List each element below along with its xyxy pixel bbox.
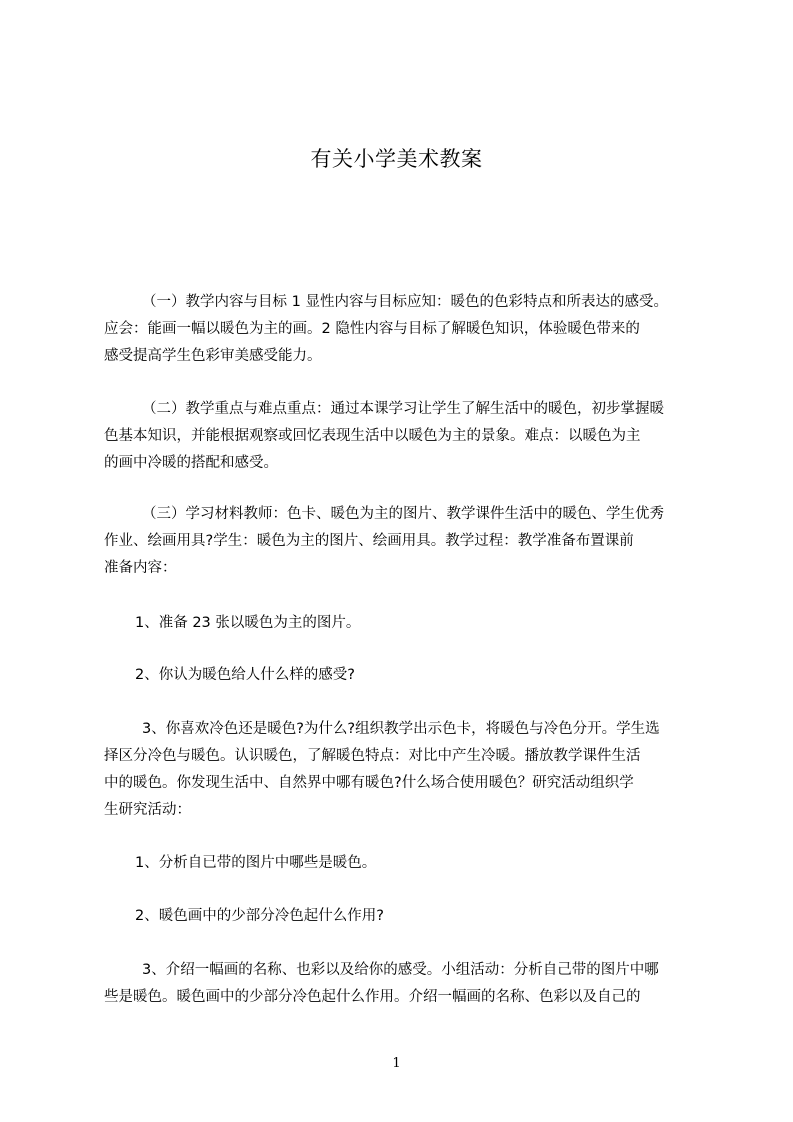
list-item: 1、准备 23 张以暖色为主的图片。 xyxy=(135,615,361,631)
text-line: 应会：能画一幅以暖色为主的画。2 隐性内容与目标了解暖色知识，体验暖色带来的 xyxy=(104,321,640,337)
text-line: （二）教学重点与难点重点：通过本课学习让学生了解生活中的暖色，初步掌握暖 xyxy=(142,401,664,417)
text-line: 些是暖色。暖色画中的少部分冷色起什么作用。介绍一幅画的名称、色彩以及自己的 xyxy=(104,989,641,1005)
paragraph-activity xyxy=(104,716,702,824)
paragraph-materials xyxy=(104,501,702,582)
text-line: 中的暖色。你发现生活中、自然界中哪有暖色?什么场合使用暖色？研究活动组织学 xyxy=(104,775,634,791)
text-line: 3、你喜欢冷色还是暖色?为什么?组织教学出示色卡，将暖色与冷色分开。学生选 xyxy=(142,721,660,737)
document-title: 有关小学美术教案 xyxy=(310,147,483,171)
list-item: 1、分析自已带的图片中哪些是暖色。 xyxy=(135,855,377,871)
paragraph-key-points xyxy=(104,396,702,477)
text-line: 择区分冷色与暖色。认识暖色，了解暖色特点：对比中产生冷暖。播放教学课件生活 xyxy=(104,748,641,764)
text-line: 3、介绍一幅画的名称、也彩以及给你的感受。小组活动：分析自己带的图片中哪 xyxy=(142,962,659,978)
text-line: 感受提高学生色彩审美感受能力。 xyxy=(104,348,322,364)
list-item: 2、你认为暖色给人什么样的感受? xyxy=(135,667,355,683)
text-line: 的画中冷暖的搭配和感受。 xyxy=(104,455,278,471)
text-line: 准备内容： xyxy=(104,560,177,576)
text-line: 生研究活动： xyxy=(104,802,191,818)
text-line: （一）教学内容与目标 1 显性内容与目标应知：暖色的色彩特点和所表达的感受。 xyxy=(142,294,668,310)
paragraph-introduce-painting xyxy=(104,957,702,1011)
text-line: 色基本知识，并能根据观察或回忆表现生活中以暖色为主的景象。难点：以暖色为主 xyxy=(104,428,641,444)
paragraph-content-goals xyxy=(104,289,702,370)
list-item: 2、暖色画中的少部分冷色起什么作用? xyxy=(135,908,384,924)
text-line: 作业、绘画用具?学生：暖色为主的图片、绘画用具。教学过程：教学准备布置课前 xyxy=(104,533,634,549)
page-number: 1 xyxy=(392,1056,401,1071)
text-line: （三）学习材料教师：色卡、暖色为主的图片、教学课件生活中的暖色、学生优秀 xyxy=(142,506,664,522)
